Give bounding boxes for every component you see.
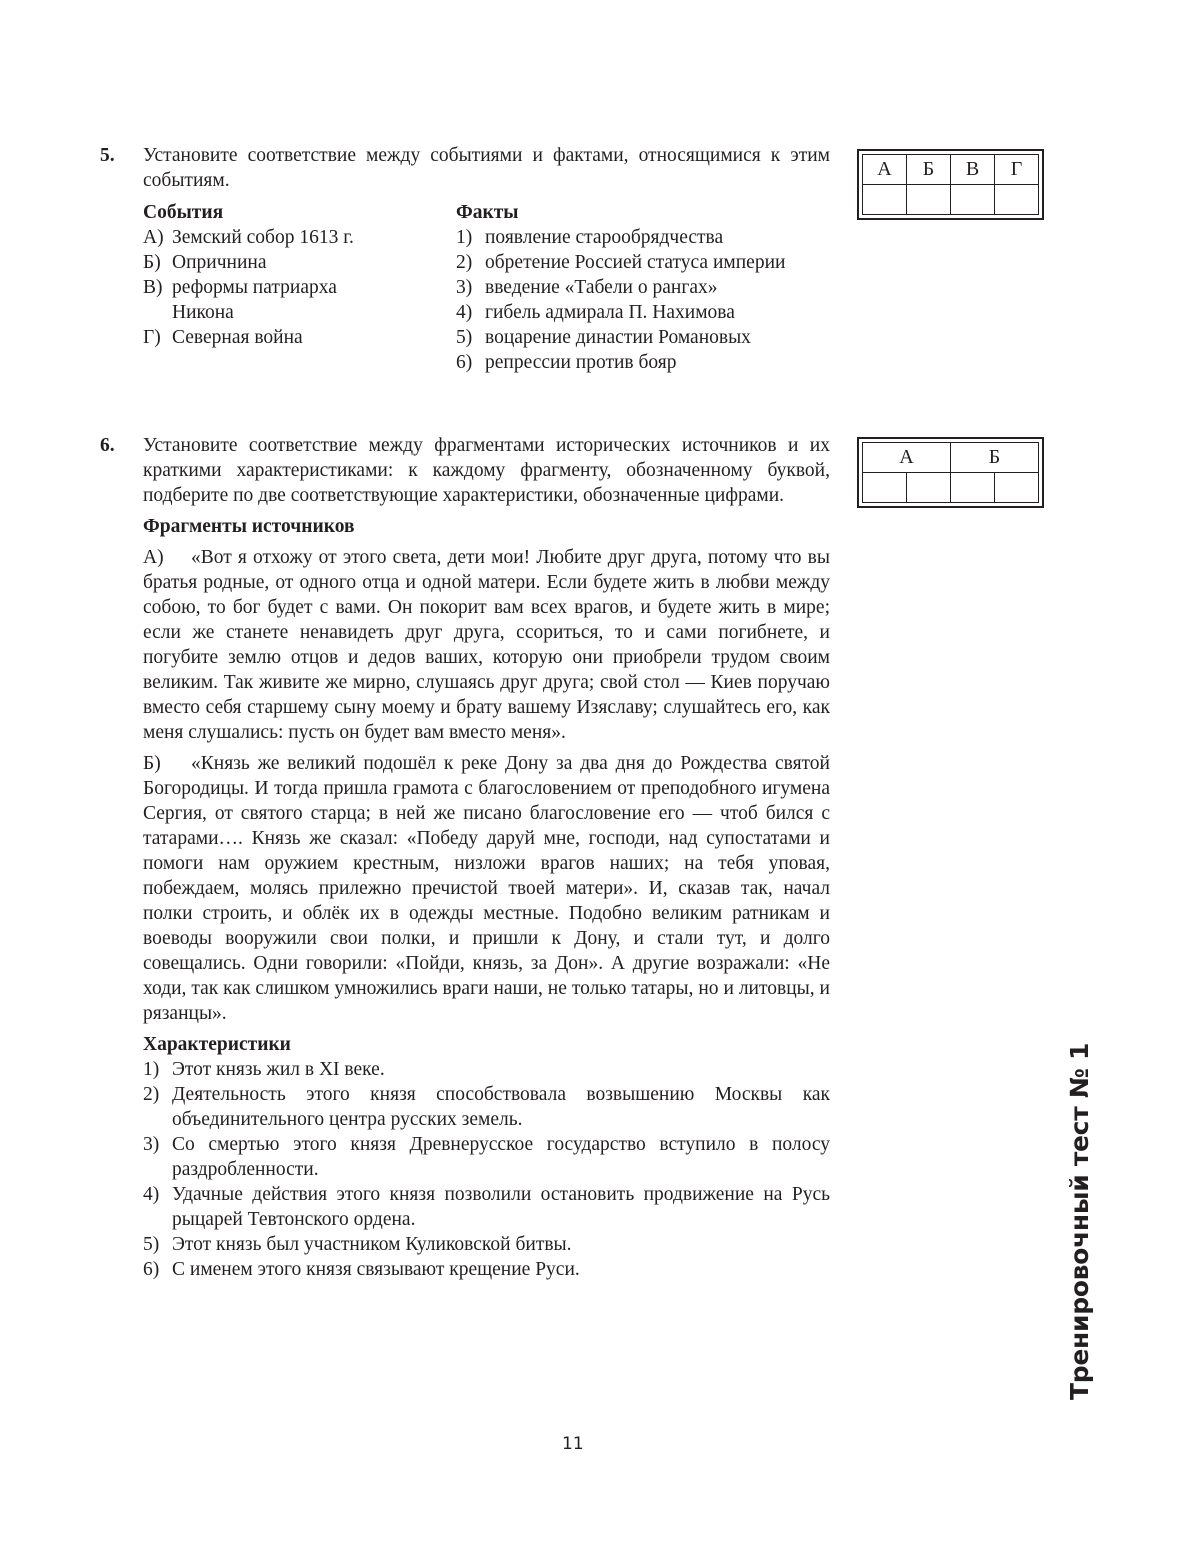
event-item: В) реформы патриарха Никона [143, 277, 337, 323]
facts-header: Факты [456, 202, 519, 223]
answer-cell[interactable] [995, 185, 1039, 215]
answer-grid-q6 [857, 437, 1044, 508]
fact-item: 1) появление старообрядчества [456, 227, 724, 248]
fact-item: 3) введение «Табели о рангах» [456, 277, 718, 298]
answer-header: В [951, 155, 995, 185]
question-5 [100, 143, 830, 375]
characteristic-item: 4) Удачные действия этого князя позволили остановить продвижение на Русь рыцарей Тевтонского ордена. [143, 1184, 830, 1230]
source-fragment-b: Б) «Князь же великий подошёл к реке Дону за два дня до Рождества святой Богородицы. И тогда пришла грамота с благословением от преподобного игумена Сергия, от святого старца; в ней же писано благословение его — чтоб бился с татарами…. Князь же сказал: «Победу даруй мне, господи, над супостатами и помоги нам оружием крестным, низложи врагов наших; на тебя уповая, побеждаем, молясь прилежно пречистой твоей матери». И, сказав так, начал полки строить, и облёк их в одежды местные. Подобно великим ратникам и воеводы вооружили свои полки, и пришли к Дону, и стали тут, и долго совещались. Одни говорили: «Пойди, князь, за Дон». А другие возражали: «Не ходи, так как слишком умножились враги наши, не только татары, но и литовцы, и рязанцы». [143, 753, 830, 1024]
answer-cell[interactable] [951, 185, 995, 215]
answer-cell[interactable] [863, 185, 907, 215]
fact-item: 2) обретение Россией статуса империи [456, 252, 786, 273]
question-prompt: Установите соответствие между фрагментами исторических источников и их краткими характеристиками: к каждому фрагменту, обозначенному буквой, подберите по две соответствующие характеристики, обозначенные цифрами. [143, 435, 830, 506]
answer-header: Г [995, 155, 1039, 185]
answer-cell[interactable] [951, 473, 995, 503]
side-running-title: Тренировочный тест № 1 [1065, 1042, 1094, 1400]
source-fragment-a: А) «Вот я отхожу от этого света, дети мои! Любите друг друга, потому что вы братья родные, от одного отца и одной матери. Если будете жить в любви между собою, то бог будет с вами. Он покорит вам всех врагов, и будете жить в мире; если же станете ненавидеть друг друга, ссориться, то и сами погибнете, и погубите землю отцов и дедов ваших, которую они приобрели трудом своим великим. Так живите же мирно, слушаясь друг друга; свой стол — Киев поручаю вместо себя старшему сыну моему и брату вашему Изяславу; слушайтесь его, как меня слушались: пусть он будет вам вместо меня». [143, 547, 830, 743]
fact-item: 5) воцарение династии Романовых [456, 327, 751, 348]
event-item: Б) Опричнина [143, 252, 267, 273]
answer-header: Б [951, 443, 1039, 473]
fact-item: 6) репрессии против бояр [456, 352, 677, 373]
question-6 [100, 433, 830, 1282]
answer-cell[interactable] [907, 185, 951, 215]
answer-cell[interactable] [995, 473, 1039, 503]
characteristic-item: 1) Этот князь жил в XI веке. [143, 1059, 385, 1080]
characteristics-header: Характеристики [143, 1034, 291, 1055]
fact-item: 4) гибель адмирала П. Нахимова [456, 302, 735, 323]
fragments-header: Фрагменты источников [143, 516, 355, 537]
question-number: 5. [100, 145, 115, 166]
characteristic-item: 5) Этот князь был участником Куликовской битвы. [143, 1234, 572, 1255]
event-item: А) Земский собор 1613 г. [143, 227, 354, 248]
events-column [143, 200, 456, 375]
facts-column [456, 200, 826, 375]
answer-grid-q5 [857, 149, 1044, 220]
answer-header: Б [907, 155, 951, 185]
answer-header: А [863, 443, 951, 473]
characteristic-item: 2) Деятельность этого князя способствовала возвышению Москвы как объединительного центра русских земель. [143, 1084, 830, 1130]
answer-cell[interactable] [863, 473, 907, 503]
page-number: 11 [562, 1434, 584, 1454]
characteristics-list [143, 1032, 830, 1282]
answer-cell[interactable] [907, 473, 951, 503]
question-number: 6. [100, 435, 115, 456]
matching-columns [143, 200, 830, 375]
characteristic-item: 6) С именем этого князя связывают крещение Руси. [143, 1259, 580, 1280]
question-prompt: Установите соответствие между событиями и фактами, относящимися к этим событиям. [143, 145, 830, 191]
event-item: Г) Северная война [143, 327, 303, 348]
characteristic-item: 3) Со смертью этого князя Древнерусское государство вступило в полосу раздробленности. [143, 1134, 830, 1180]
answer-header: А [863, 155, 907, 185]
events-header: События [143, 202, 224, 223]
